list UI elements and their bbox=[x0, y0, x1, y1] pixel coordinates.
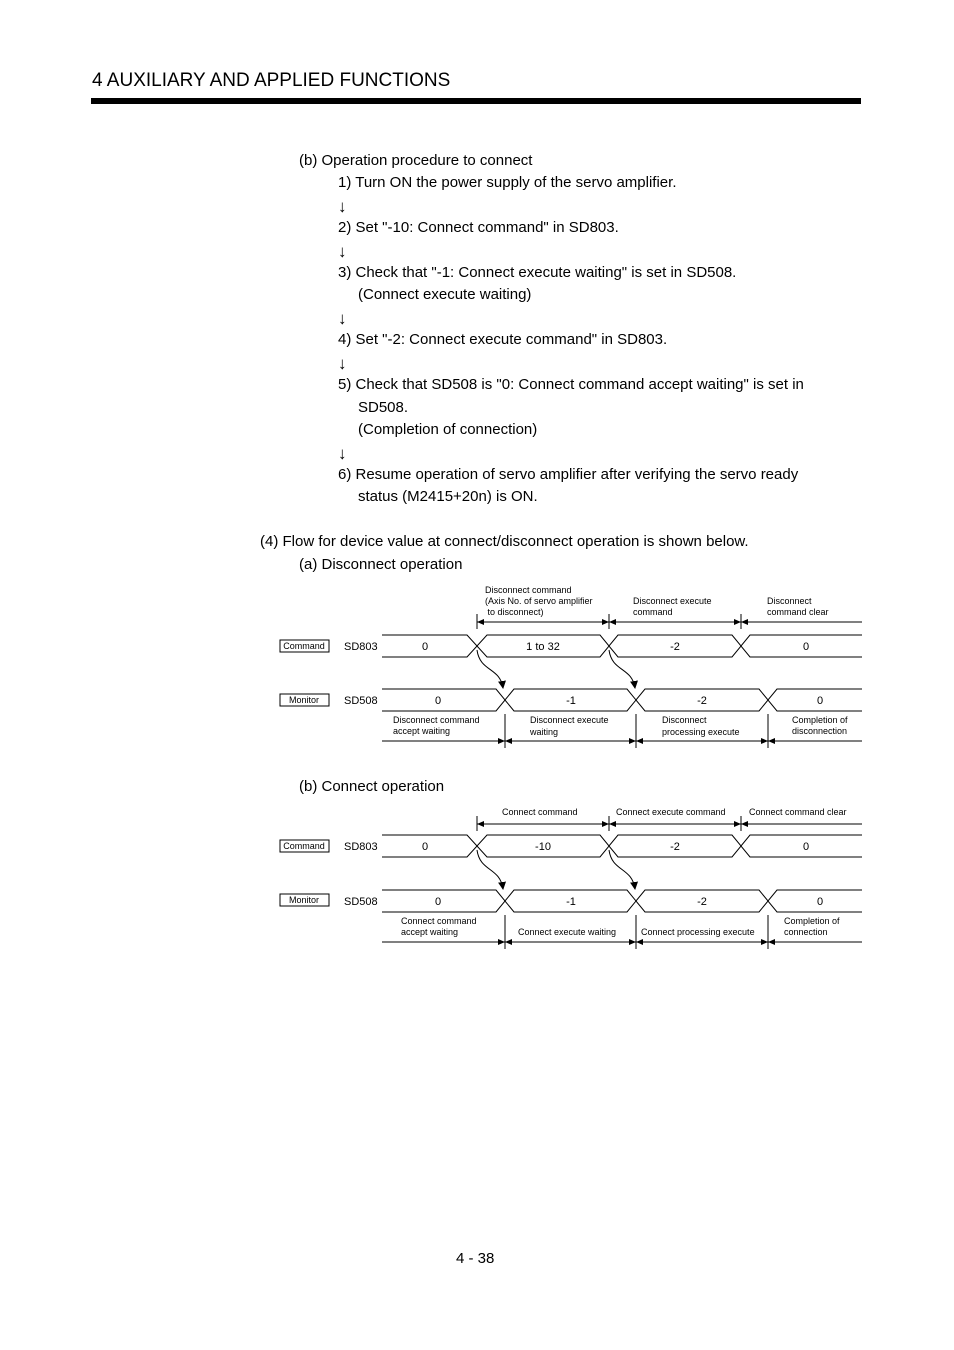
step-3: 3) Check that "-1: Connect execute waiting" is set in SD508. bbox=[338, 264, 737, 281]
connect-timing-chart bbox=[0, 800, 954, 955]
disconnect-heading: (a) Disconnect operation bbox=[299, 556, 463, 573]
command-box-label: Command bbox=[283, 841, 325, 851]
command-value: -10 bbox=[535, 841, 551, 853]
flow-arrow: ↓ bbox=[338, 354, 347, 373]
command-value: -2 bbox=[670, 841, 680, 853]
interval-label: command clear bbox=[767, 607, 829, 617]
interval-label: Disconnect bbox=[767, 596, 812, 606]
procedure-heading: (b) Operation procedure to connect bbox=[299, 152, 533, 169]
state-label: connection bbox=[784, 927, 828, 937]
state-label: Completion of bbox=[792, 715, 848, 725]
state-label: Completion of bbox=[784, 916, 840, 926]
state-label: disconnection bbox=[792, 726, 848, 736]
interval-label: Disconnect command bbox=[485, 585, 572, 595]
step-6-cont: status (M2415+20n) is ON. bbox=[358, 488, 538, 505]
monitor-box-label: Monitor bbox=[288, 695, 320, 705]
step-5-note: (Completion of connection) bbox=[358, 421, 538, 438]
monitor-value: 0 bbox=[816, 896, 824, 908]
connect-heading: (b) Connect operation bbox=[299, 778, 445, 795]
step-1: 1) Turn ON the power supply of the servo amplifier. bbox=[338, 174, 677, 191]
command-value: -2 bbox=[670, 641, 680, 653]
flow-heading: (4) Flow for device value at connect/disconnect operation is shown below. bbox=[260, 533, 749, 550]
command-box-label: Command bbox=[283, 641, 325, 651]
state-label: Connect execute waiting bbox=[518, 927, 617, 937]
page-number: 4 - 38 bbox=[456, 1250, 495, 1267]
monitor-value: 0 bbox=[434, 896, 442, 908]
state-label: Connect processing execute bbox=[641, 927, 755, 937]
state-label: waiting bbox=[530, 727, 559, 737]
flow-arrow: ↓ bbox=[338, 197, 347, 216]
monitor-value: -1 bbox=[566, 896, 576, 908]
monitor-value: -2 bbox=[697, 896, 707, 908]
flow-arrow: ↓ bbox=[338, 242, 347, 261]
monitor-device-label: SD508 bbox=[344, 896, 378, 908]
step-5-cont: SD508. bbox=[358, 399, 409, 416]
header-rule bbox=[91, 98, 861, 104]
flow-arrow: ↓ bbox=[338, 444, 347, 463]
command-value: 0 bbox=[802, 841, 810, 853]
step-3-note: (Connect execute waiting) bbox=[358, 286, 532, 303]
monitor-value: -2 bbox=[697, 695, 707, 707]
state-label: Disconnect bbox=[662, 715, 707, 725]
interval-label: (Axis No. of servo amplifier bbox=[485, 596, 593, 606]
state-label: accept waiting bbox=[393, 726, 451, 736]
command-device-label: SD803 bbox=[344, 641, 378, 653]
state-label: Connect command bbox=[401, 916, 477, 926]
state-label: accept waiting bbox=[401, 927, 459, 937]
step-5: 5) Check that SD508 is "0: Connect command accept waiting" is set in bbox=[338, 376, 804, 393]
interval-label: Connect execute command bbox=[616, 807, 726, 817]
monitor-value: -1 bbox=[566, 695, 576, 707]
flow-arrow: ↓ bbox=[338, 309, 347, 328]
command-value: 1 to 32 bbox=[526, 641, 560, 653]
step-2: 2) Set "-10: Connect command" in SD803. bbox=[338, 219, 619, 236]
command-device-label: SD803 bbox=[344, 841, 378, 853]
interval-label: to disconnect) bbox=[485, 607, 544, 617]
command-value: 0 bbox=[802, 641, 810, 653]
interval-label: Connect command bbox=[502, 807, 578, 817]
interval-label: Disconnect execute bbox=[633, 596, 712, 606]
monitor-device-label: SD508 bbox=[344, 695, 378, 707]
disconnect-timing-chart bbox=[0, 570, 954, 760]
monitor-box-label: Monitor bbox=[288, 895, 320, 905]
step-6: 6) Resume operation of servo amplifier after verifying the servo ready bbox=[338, 466, 799, 483]
monitor-value: 0 bbox=[816, 695, 824, 707]
interval-label: Connect command clear bbox=[749, 807, 847, 817]
step-4: 4) Set "-2: Connect execute command" in SD803. bbox=[338, 331, 668, 348]
command-value: 0 bbox=[421, 641, 429, 653]
monitor-value: 0 bbox=[434, 695, 442, 707]
state-label: Disconnect execute bbox=[530, 715, 609, 725]
state-label: processing execute bbox=[662, 727, 740, 737]
state-label: Disconnect command bbox=[393, 715, 480, 725]
interval-label: command bbox=[633, 607, 673, 617]
page-header-title: 4 AUXILIARY AND APPLIED FUNCTIONS bbox=[92, 70, 451, 91]
command-value: 0 bbox=[421, 841, 429, 853]
